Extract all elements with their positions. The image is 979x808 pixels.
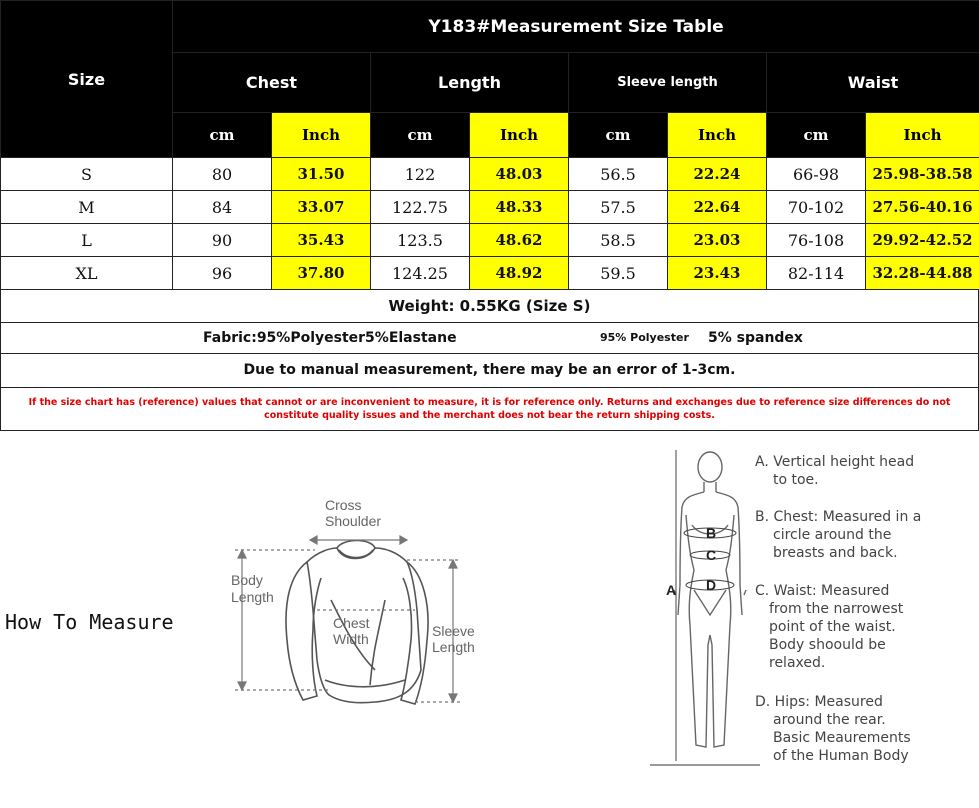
fabric-row: [0, 322, 979, 354]
table-row: [1, 224, 979, 257]
unit-cm: cm: [569, 113, 668, 158]
label-chest: Chest: [333, 615, 370, 631]
waist-cm: 70-102: [767, 191, 866, 224]
unit-inch: Inch: [470, 113, 569, 158]
fabric-spandex: 5% spandex: [708, 329, 803, 346]
sleeve-cm: 59.5: [569, 257, 668, 290]
unit-cm: cm: [767, 113, 866, 158]
sleeve-cm: 56.5: [569, 158, 668, 191]
label-sleeve-length: Length: [432, 639, 475, 655]
waist-cm: 82-114: [767, 257, 866, 290]
sleeve-cm: 58.5: [569, 224, 668, 257]
table-title: Y183#Measurement Size Table: [173, 1, 979, 53]
group-sleeve-length: Sleeve length: [569, 53, 767, 113]
unit-cm: cm: [173, 113, 272, 158]
how-to-measure-heading: How To Measure: [5, 610, 174, 634]
label-shoulder: Shoulder: [325, 513, 382, 529]
shirt-diagram: [225, 490, 500, 730]
disclaimer-row: [0, 387, 979, 431]
size-header: Size: [1, 1, 173, 158]
label-sleeve: Sleeve: [432, 623, 475, 639]
length-inch: 48.92: [470, 257, 569, 290]
unit-inch: Inch: [866, 113, 979, 158]
group-chest: Chest: [173, 53, 371, 113]
group-waist: Waist: [767, 53, 979, 113]
table-row: [1, 158, 979, 191]
chest-inch: 35.43: [272, 224, 371, 257]
table-row: [1, 257, 979, 290]
label-body: Body: [231, 572, 263, 588]
marker-d: D: [706, 577, 717, 593]
chest-cm: 96: [173, 257, 272, 290]
weight-text: Weight: 0.55KG (Size S): [388, 296, 591, 315]
chest-inch: 33.07: [272, 191, 371, 224]
legend-a: A. Vertical height head to toe.: [755, 454, 915, 488]
sleeve-inch: 23.03: [668, 224, 767, 257]
size-label: XL: [1, 257, 173, 290]
body-diagram: [650, 445, 760, 770]
chest-cm: 90: [173, 224, 272, 257]
chest-cm: 84: [173, 191, 272, 224]
unit-inch: Inch: [272, 113, 371, 158]
waist-inch: 32.28-44.88: [866, 257, 979, 290]
fabric-polyester: 95% Polyester: [600, 331, 689, 344]
marker-a: A: [666, 582, 677, 598]
fabric-text: Fabric:95%Polyester5%Elastane: [203, 329, 457, 346]
size-table: [0, 0, 979, 290]
size-label: L: [1, 224, 173, 257]
waist-inch: 25.98-38.58: [866, 158, 979, 191]
sleeve-inch: 22.64: [668, 191, 767, 224]
error-note-row: [0, 353, 979, 388]
label-width: Width: [333, 631, 369, 647]
chest-inch: 37.80: [272, 257, 371, 290]
waist-cm: 66-98: [767, 158, 866, 191]
unit-cm: cm: [371, 113, 470, 158]
size-label: S: [1, 158, 173, 191]
length-inch: 48.62: [470, 224, 569, 257]
legend-c: C. Waist: Measured from the narrowest point of the waist. Body shoould be relaxed.: [755, 583, 904, 671]
size-label: M: [1, 191, 173, 224]
unit-inch: Inch: [668, 113, 767, 158]
length-inch: 48.33: [470, 191, 569, 224]
label-body-length: Length: [231, 589, 274, 605]
legend-b: B. Chest: Measured in a circle around the breasts and back.: [755, 509, 922, 561]
marker-b: B: [706, 525, 717, 541]
sleeve-inch: 23.43: [668, 257, 767, 290]
group-length: Length: [371, 53, 569, 113]
sleeve-cm: 57.5: [569, 191, 668, 224]
chest-inch: 31.50: [272, 158, 371, 191]
error-note-text: Due to manual measurement, there may be an error of 1-3cm.: [243, 362, 736, 378]
length-cm: 122: [371, 158, 470, 191]
waist-cm: 76-108: [767, 224, 866, 257]
disclaimer-line-1: If the size chart has (reference) values that cannot or are inconvenient to measure, it is for reference only. Returns and exchanges due to reference size differences do not: [28, 396, 951, 408]
table-row: [1, 191, 979, 224]
waist-inch: 27.56-40.16: [866, 191, 979, 224]
chest-cm: 80: [173, 158, 272, 191]
length-inch: 48.03: [470, 158, 569, 191]
weight-row: [0, 289, 979, 323]
marker-c: C: [706, 547, 717, 563]
length-cm: 123.5: [371, 224, 470, 257]
sleeve-inch: 22.24: [668, 158, 767, 191]
length-cm: 122.75: [371, 191, 470, 224]
waist-inch: 29.92-42.52: [866, 224, 979, 257]
length-cm: 124.25: [371, 257, 470, 290]
legend-d: D. Hips: Measured around the rear. Basic Meaurements of the Human Body: [755, 694, 911, 764]
label-cross: Cross: [325, 497, 362, 513]
disclaimer-line-2: constitute quality issues and the merchant does not bear the return shipping costs.: [264, 409, 715, 421]
